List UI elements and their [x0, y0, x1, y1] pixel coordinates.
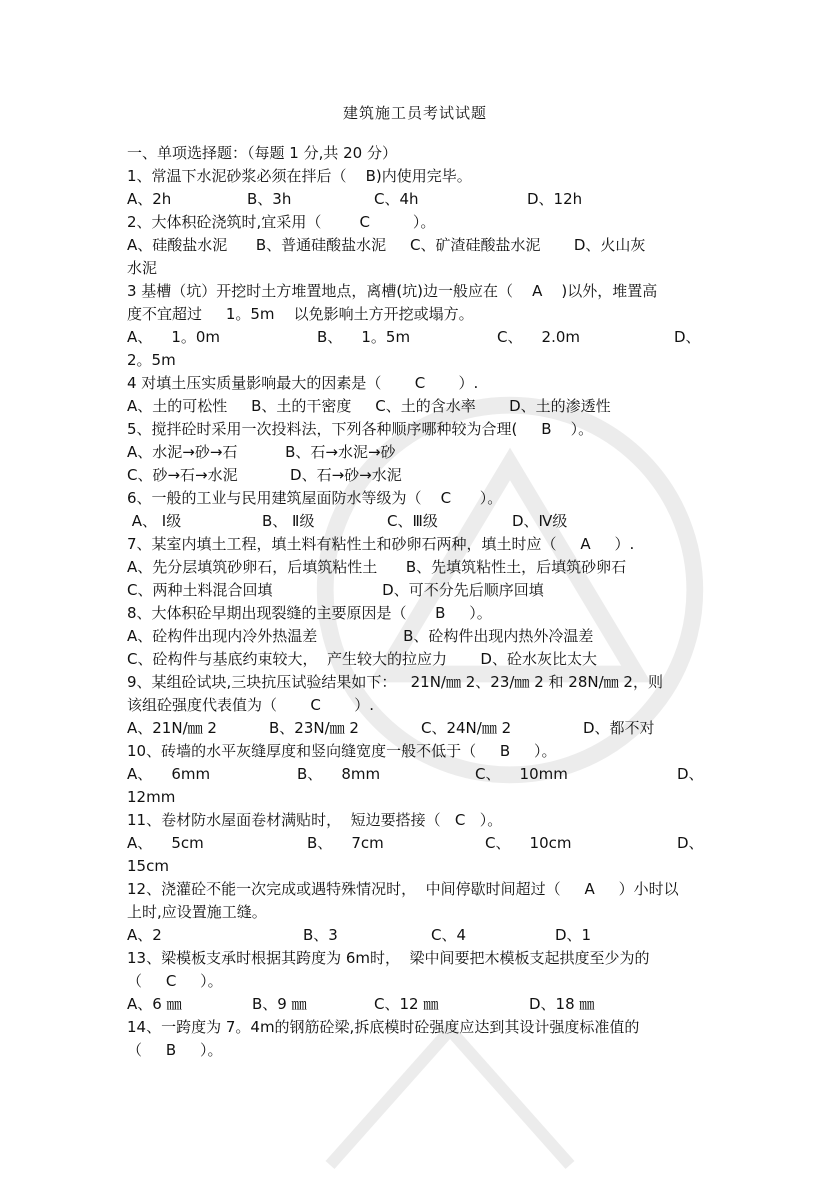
question-4: 4 对填土压实质量影响最大的因素是（ C ）. [127, 374, 479, 392]
question-10: 10、砖墙的水平灰缝厚度和竖向缝宽度一般不低于（ B ）。 [127, 742, 557, 760]
option-d: D、12h [527, 190, 583, 208]
question-11-options [127, 832, 707, 855]
question-14: 14、一跨度为 7。4m的钢筋砼梁,拆底模时砼强度应达到其设计强度标准值的 [127, 1018, 640, 1036]
option-b: B、9 ㎜ [252, 995, 307, 1013]
question-3-options [127, 326, 707, 349]
question-13-cont: （ C ）。 [127, 972, 223, 990]
option-d: D、 [674, 328, 701, 346]
exam-content [127, 142, 707, 1062]
question-10-options-cont: 12mm [127, 788, 176, 806]
option-b: B、23N/㎜ 2 [269, 719, 359, 737]
question-6-options [127, 510, 707, 533]
option-d: D、都不对 [583, 719, 655, 737]
option-b: B、 1。5m [317, 328, 411, 346]
question-5-options-ab: A、水泥→砂→石 B、石→水泥→砂 [127, 443, 396, 461]
option-b: B、3h [247, 190, 292, 208]
option-c: C、 2.0m [497, 328, 581, 346]
option-d: D、 [677, 765, 704, 783]
question-7: 7、某室内填土工程，填土料有粘性土和砂卵石两种，填土时应（ A ）. [127, 535, 635, 553]
question-9-options [127, 717, 707, 740]
question-2: 2、大体积砼浇筑时,宜采用（ C ）。 [127, 213, 436, 231]
question-1: 1、常温下水泥砂浆必须在拌后（ B)内使用完毕。 [127, 167, 472, 185]
option-a: A、 Ⅰ级 [127, 512, 182, 530]
question-11-options-cont: 15cm [127, 857, 169, 875]
option-a: A、21N/㎜ 2 [127, 719, 217, 737]
option-c: C、24N/㎜ 2 [421, 719, 512, 737]
question-2-options-cont: 水泥 [127, 259, 158, 277]
question-8-options-cd: C、砼构件与基底约束较大， 产生较大的拉应力 D、砼水灰比太大 [127, 650, 597, 668]
question-11: 11、卷材防水屋面卷材满贴时， 短边要搭接（ C ）。 [127, 811, 503, 829]
option-b: B、 8mm [297, 765, 381, 783]
option-c: C、 10cm [485, 834, 572, 852]
option-c: C、12 ㎜ [374, 995, 439, 1013]
question-12: 12、浇灌砼不能一次完成或遇特殊情况时， 中间停歇时间超过（ A ）小时以 [127, 880, 679, 898]
question-13-options [127, 993, 707, 1016]
question-7-options-ab: A、先分层填筑砂卵石，后填筑粘性土 B、先填筑粘性土，后填筑砂卵石 [127, 558, 627, 576]
question-12-options [127, 924, 707, 947]
question-9: 9、某组砼试块,三块抗压试验结果如下： 21N/㎜ 2、23/㎜ 2 和 28N/㎜ 2，则 [127, 673, 663, 691]
option-a: A、 5cm [127, 834, 204, 852]
option-d: D、 [677, 834, 704, 852]
question-8-options-ab: A、砼构件出现内冷外热温差 B、砼构件出现内热外冷温差 [127, 627, 594, 645]
question-3-options-cont: 2。5m [127, 351, 176, 369]
question-9-cont: 该组砼强度代表值为（ C ）. [127, 696, 374, 714]
option-a: A、 1。0m [127, 328, 221, 346]
question-5: 5、搅拌砼时采用一次投料法，下列各种顺序哪种较为合理( B ）。 [127, 420, 594, 438]
question-8: 8、大体积砼早期出现裂缝的主要原因是（ B ）。 [127, 604, 492, 622]
question-7-options-cd: C、两种土料混合回填 D、可不分先后顺序回填 [127, 581, 544, 599]
option-b: B、 Ⅱ级 [262, 512, 315, 530]
question-6: 6、一般的工业与民用建筑屋面防水等级为（ C ）。 [127, 489, 503, 507]
question-5-options-cd: C、砂→石→水泥 D、石→砂→水泥 [127, 466, 402, 484]
option-c: C、Ⅲ级 [387, 512, 438, 530]
question-12-cont: 上时,应设置施工缝。 [127, 903, 267, 921]
option-d: D、18 ㎜ [529, 995, 595, 1013]
question-10-options [127, 763, 707, 786]
question-2-options: A、硅酸盐水泥 B、普通硅酸盐水泥 C、矿渣硅酸盐水泥 D、火山灰 [127, 236, 646, 254]
option-a: A、2 [127, 926, 162, 944]
option-d: D、1 [555, 926, 592, 944]
option-a: A、2h [127, 190, 172, 208]
question-3: 3 基槽（坑）开挖时土方堆置地点，离槽(坑)边一般应在（ A )以外，堆置高 [127, 282, 658, 300]
option-d: D、Ⅳ级 [512, 512, 568, 530]
option-a: A、 6mm [127, 765, 211, 783]
option-b: B、 7cm [307, 834, 384, 852]
option-a: A、6 ㎜ [127, 995, 182, 1013]
question-14-cont: （ B ）。 [127, 1041, 223, 1059]
option-b: B、3 [303, 926, 338, 944]
question-1-options [127, 188, 707, 211]
page-title: 建筑施工员考试试题 [342, 104, 487, 122]
question-13: 13、梁模板支承时根据其跨度为 6m时， 梁中间要把木模板支起拱度至少为的 [127, 949, 650, 967]
option-c: C、4 [431, 926, 467, 944]
question-3-cont: 度不宜超过 1。5m 以免影响土方开挖或塌方。 [127, 305, 474, 323]
option-c: C、 10mm [475, 765, 568, 783]
option-c: C、4h [374, 190, 419, 208]
question-4-options: A、土的可松性 B、土的干密度 C、土的含水率 D、土的渗透性 [127, 397, 611, 415]
section-heading: 一、单项选择题：（每题 1 分,共 20 分） [127, 144, 397, 162]
